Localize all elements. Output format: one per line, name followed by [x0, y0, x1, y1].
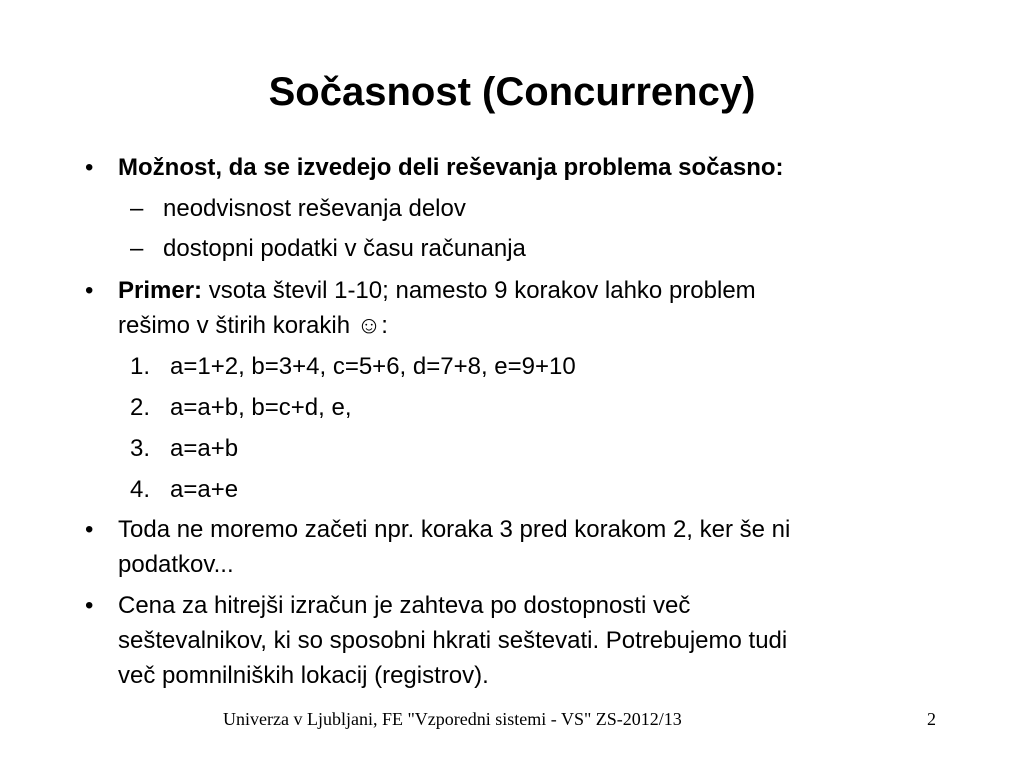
bullet-1-text: Možnost, da se izvedejo deli reševanja problema sočasno: — [118, 154, 784, 181]
step-text: a=1+2, b=3+4, c=5+6, d=7+8, e=9+10 — [170, 353, 576, 380]
bullet-3-line-1: Toda ne moremo začeti npr. koraka 3 pred korakom 2, ker še ni — [118, 516, 791, 543]
page-number: 2 — [927, 709, 936, 729]
footer-text: Univerza v Ljubljani, FE "Vzporedni sistemi - VS" ZS-2012/13 — [223, 709, 682, 729]
step-text: a=a+e — [170, 476, 239, 503]
bullet-marker: • — [85, 592, 94, 619]
step-number: 1. — [130, 353, 151, 380]
bullet-2-line-2: rešimo v štirih korakih ☺: — [118, 312, 388, 339]
bullet-2-text: vsota števil 1-10; namesto 9 korakov lahko problem — [202, 277, 756, 304]
bullet-2-label: Primer: — [118, 277, 203, 304]
bullet-4-line-1: Cena za hitrejši izračun je zahteva po dostopnosti več — [118, 592, 691, 619]
bullet-marker: • — [85, 277, 94, 304]
bullet-3-line-2: podatkov... — [118, 551, 234, 578]
slide-title: Sočasnost (Concurrency) — [268, 70, 756, 114]
bullet-marker: • — [85, 154, 94, 181]
step-text: a=a+b — [170, 435, 239, 462]
step-number: 3. — [130, 435, 151, 462]
dash-marker: – — [130, 195, 144, 222]
step-text: a=a+b, b=c+d, e, — [170, 394, 352, 421]
bullet-marker: • — [85, 516, 94, 543]
bullet-4-line-3: več pomnilniških lokacij (registrov). — [118, 662, 489, 689]
bullet-4-line-2: seštevalnikov, ki so sposobni hkrati seštevati. Potrebujemo tudi — [118, 627, 788, 654]
step-number: 2. — [130, 394, 151, 421]
sub-bullet-1: neodvisnost reševanja delov — [163, 195, 466, 222]
bullet-2-line-1 — [118, 273, 756, 309]
dash-marker: – — [130, 235, 144, 262]
step-number: 4. — [130, 476, 151, 503]
sub-bullet-2: dostopni podatki v času računanja — [163, 235, 526, 262]
